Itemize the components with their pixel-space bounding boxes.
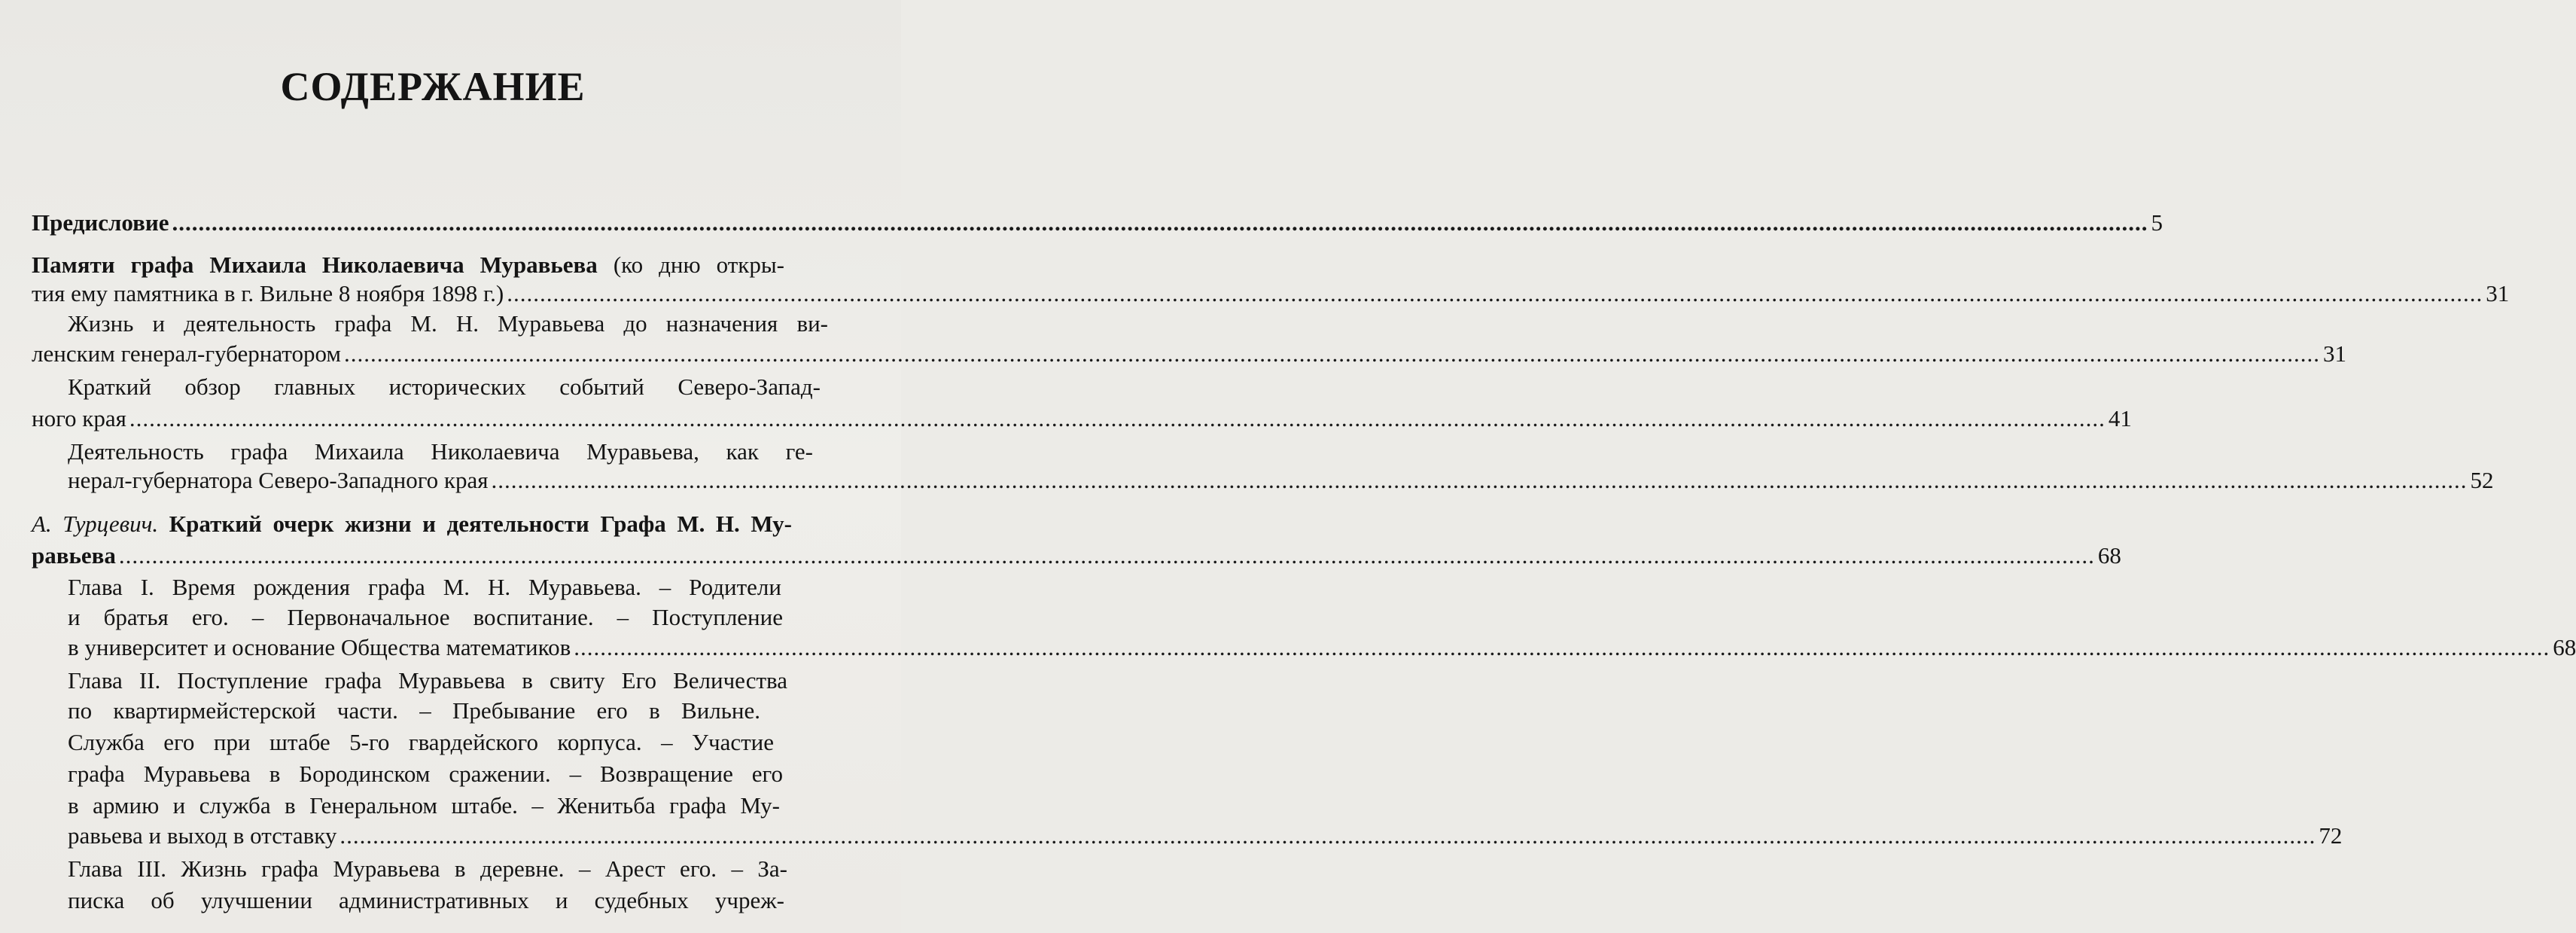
toc-entry-activity-line1[interactable] (68, 437, 813, 467)
toc-entry-ch3-line1[interactable] (68, 854, 787, 884)
entry-title-rest: (ко дню откры- (597, 252, 784, 278)
entry-title: по квартирмейстерской части. – Пребывание его в Вильне. (68, 697, 760, 724)
toc-entry-review-line2[interactable] (32, 404, 2132, 434)
page-number: 68 (2097, 542, 2121, 569)
entry-author: А. Турцевич. (32, 511, 159, 537)
toc-entry-ch2-line3[interactable] (68, 727, 774, 758)
entry-title: Деятельность графа Михаила Николаевича Муравьева, как ге- (68, 438, 813, 465)
entry-title: Глава I. Время рождения графа М. Н. Муравьева. – Родители (68, 574, 781, 600)
entry-title: тия ему памятника в г. Вильне 8 ноября 1898 г.) (32, 280, 504, 306)
page-number: 52 (2470, 467, 2494, 493)
toc-entry-ch1-line2[interactable] (68, 602, 783, 633)
dot-leader: ............................................................................................................................................................................................................................................................................................................ (491, 467, 2468, 493)
toc-entry-ch2-line6[interactable] (68, 821, 2343, 851)
entry-title: Глава II. Поступление графа Муравьева в свиту Его Величества (68, 667, 787, 694)
entry-title-bold: равьева (32, 542, 116, 569)
entry-title-bold: Памяти графа Михаила Николаевича Муравьева (32, 252, 598, 278)
page-number: 68 (2553, 634, 2576, 660)
toc-entry-essay-line2[interactable] (32, 541, 2121, 571)
dot-leader: ............................................................................................................................................................................................................................................................................................................ (343, 340, 2320, 367)
entry-title: в университет и основание Общества математиков (68, 634, 571, 660)
entry-title: Глава III. Жизнь графа Муравьева в деревне. – Арест его. – За- (68, 855, 787, 882)
toc-entry-ch2-line4[interactable] (68, 759, 783, 789)
dot-leader: ............................................................................................................................................................................................................................................................................................................ (340, 822, 2316, 849)
toc-entry-ch1-line3[interactable] (68, 633, 2576, 663)
toc-entry-preface[interactable] (32, 208, 2163, 238)
entry-title: Краткий обзор главных исторических событий Северо-Запад- (68, 374, 821, 400)
entry-title: нерал-губернатора Северо-Западного края (68, 467, 489, 493)
entry-title: Служба его при штабе 5-го гвардейского корпуса. – Участие (68, 729, 774, 755)
dot-leader: ............................................................................................................................................................................................................................................................................................................ (574, 634, 2550, 660)
toc-entry-memory-line2[interactable] (32, 279, 2510, 309)
toc-entry-ch3-line2[interactable] (68, 886, 784, 916)
entry-title-bold: Краткий очерк жизни и деятельности Графа М. Н. Му- (158, 511, 792, 537)
entry-title: Предисловие (32, 209, 169, 236)
page-number: 72 (2319, 822, 2343, 849)
toc-entry-ch2-line2[interactable] (68, 696, 760, 726)
entry-title: ленским генерал-губернатором (32, 340, 341, 367)
dot-leader: ............................................................................................................................................................................................................................................................................................................ (118, 542, 2095, 569)
toc-entry-review-line1[interactable] (68, 372, 821, 402)
page-title: СОДЕРЖАНИЕ (280, 64, 586, 109)
entry-title: писка об улучшении административных и судебных учреж- (68, 887, 784, 913)
toc-entry-activity-line2[interactable] (68, 465, 2494, 495)
dot-leader: ............................................................................................................................................................................................................................................................................................................ (172, 209, 2148, 236)
toc-entry-essay-line1[interactable] (32, 509, 792, 539)
entry-title: графа Муравьева в Бородинском сражении. – Возвращение его (68, 761, 783, 787)
entry-title: Жизнь и деятельность графа М. Н. Муравьева до назначения ви- (68, 310, 828, 337)
page-number: 31 (2486, 280, 2510, 306)
dot-leader: ............................................................................................................................................................................................................................................................................................................ (129, 405, 2106, 431)
page-number: 5 (2151, 209, 2163, 236)
page-number: 31 (2322, 340, 2346, 367)
toc-entry-ch1-line1[interactable] (68, 572, 781, 602)
entry-title: в армию и служба в Генеральном штабе. – Женитьба графа Му- (68, 792, 780, 819)
toc-entry-memory-line1[interactable] (32, 250, 784, 280)
dot-leader: ............................................................................................................................................................................................................................................................................................................ (507, 280, 2483, 306)
entry-title: ного края (32, 405, 126, 431)
toc-entry-ch2-line1[interactable] (68, 666, 787, 696)
page-number: 41 (2108, 405, 2132, 431)
entry-title: равьева и выход в отставку (68, 822, 337, 849)
entry-title: и братья его. – Первоначальное воспитание. – Поступление (68, 604, 783, 630)
toc-entry-life-line1[interactable] (68, 309, 828, 339)
toc-entry-ch2-line5[interactable] (68, 791, 780, 821)
toc-entry-life-line2[interactable] (32, 339, 2346, 369)
